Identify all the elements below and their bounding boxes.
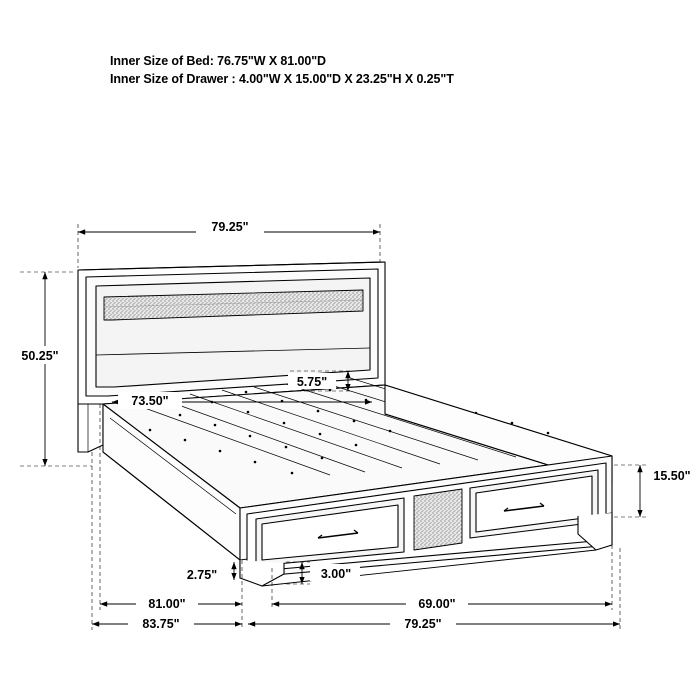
dim-footboard-lower: 2.75"	[186, 568, 218, 582]
spec-line-drawer: Inner Size of Drawer : 4.00"W X 15.00"D X 23.25"H X 0.25"T	[110, 72, 454, 86]
dim-drawer-front-height: 15.50"	[653, 469, 691, 483]
dim-drawer-span: 69.00"	[418, 597, 456, 611]
dim-headboard-inner-width: 73.50"	[131, 394, 169, 408]
dim-overall-height: 50.25"	[21, 349, 59, 363]
spec-line-bed: Inner Size of Bed: 76.75"W X 81.00"D	[110, 54, 326, 68]
dim-side-rail-length: 81.00"	[148, 597, 186, 611]
dim-rail-height: 5.75"	[296, 375, 328, 389]
dim-headboard-width: 79.25"	[211, 220, 249, 234]
dim-footboard-width: 79.25"	[404, 617, 442, 631]
dim-foot-clearance: 3.00"	[320, 567, 352, 581]
dim-overall-depth: 83.75"	[142, 617, 180, 631]
